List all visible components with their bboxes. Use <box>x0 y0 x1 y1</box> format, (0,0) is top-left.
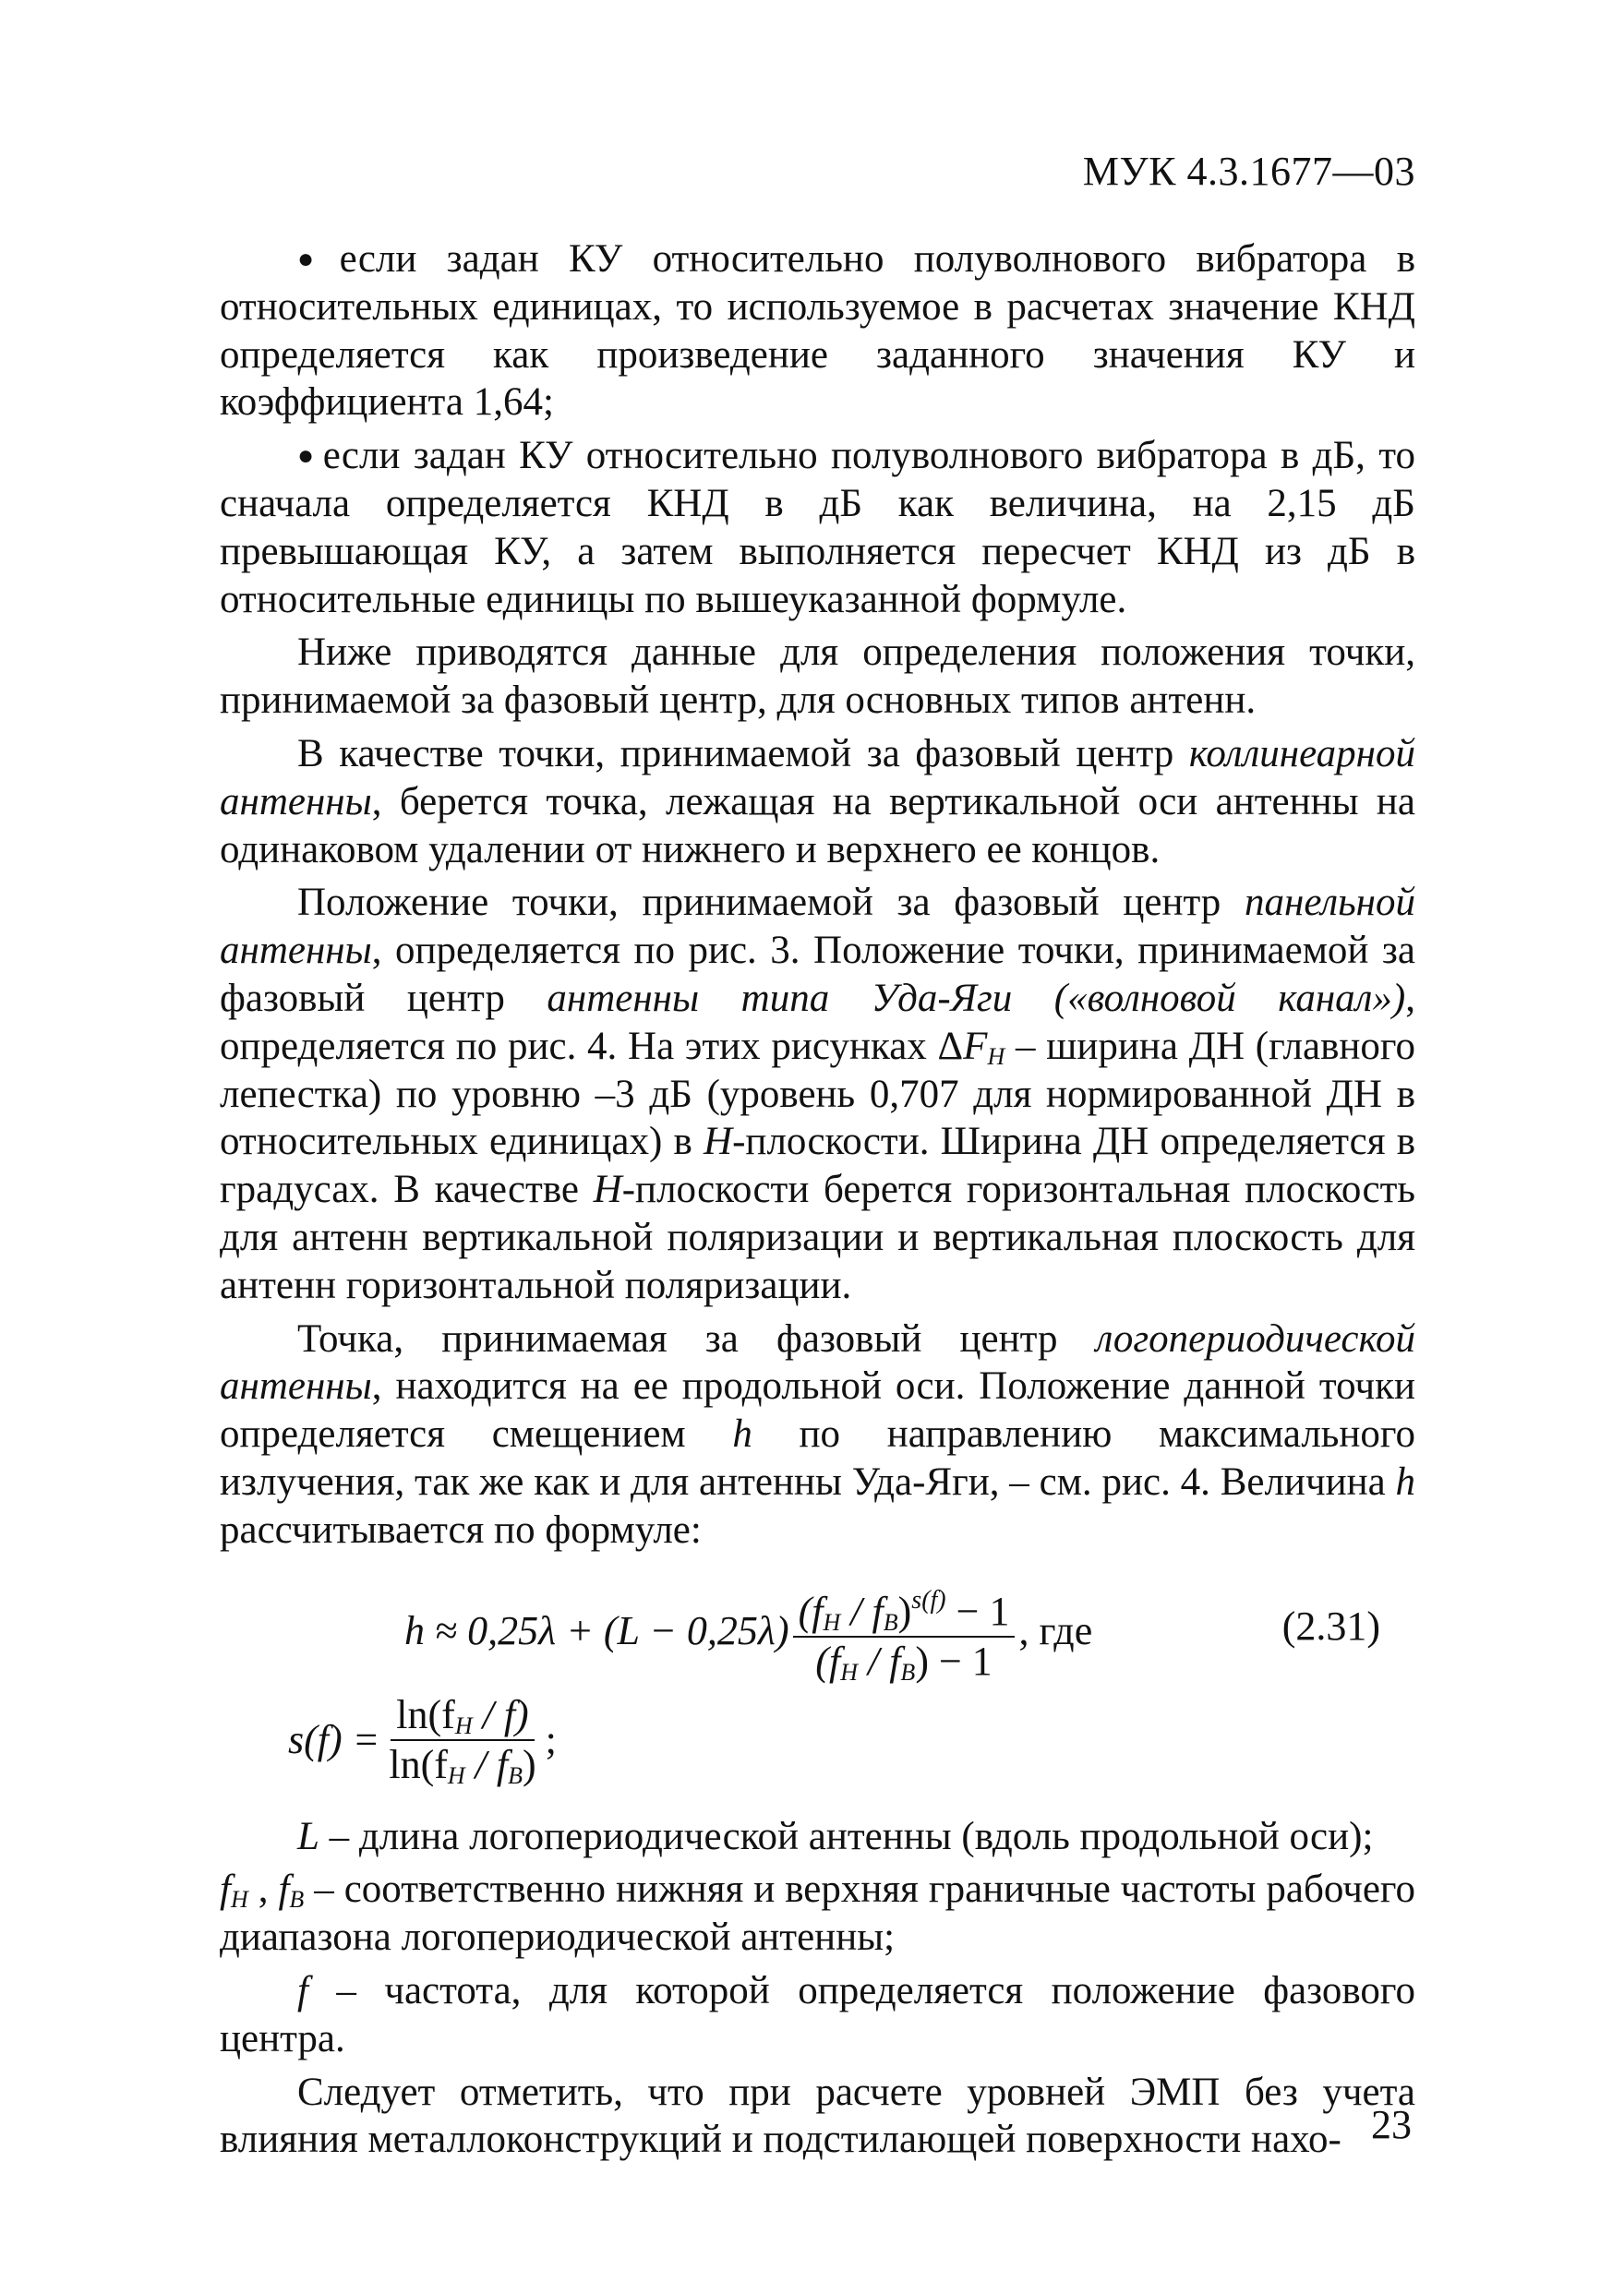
page-number: 23 <box>1371 2102 1412 2147</box>
formula-fraction: $\frac{(f_H / f_B)^{s(f)} - 1}{(f_H / f_B) - 1}$ <box>793 1577 1016 1686</box>
bullet-icon: ● <box>297 440 318 472</box>
definition-f: f – частота, для которой определяется положение фазового центра. <box>220 1968 1415 2060</box>
formula-s-expression: s(f) = $\frac{\ln(f_H / f)}{\ln(f_H / f_B)}$ ; <box>288 1691 557 1789</box>
bullet-paragraph-2: ● если задан КУ относительно полуволнового вибратора в дБ, то сначала определяется КНД в дБ как величина, на 2,15 дБ превышающая КУ, а затем выполняется пересчет КНД из дБ в относительные единицы по вышеуказанной формуле. <box>220 434 1415 621</box>
paragraph-intro: Ниже приводятся данные для определения положения точки, принимаемой за фазовый центр, для основных типов антенн. <box>220 631 1415 723</box>
bullet-icon: ● <box>297 244 334 274</box>
bullet-paragraph-1: ● если задан КУ относительно полуволнового вибратора в относительных единицах, то используемое в расчетах значение КНД определяется как произведение заданного значения КУ и коэффициента 1,64; <box>220 237 1415 425</box>
paragraph-note: Следует отметить, что при расчете уровней ЭМП без учета влияния металлоконструкций и подстилающей поверхности нахо- <box>220 2070 1415 2162</box>
formula-number: (2.31) <box>1281 1603 1380 1649</box>
formula-expression: h ≈ 0,25λ + (L − 0,25λ) $\frac{(f_H / f_B)^{s(f)} - 1}{(f_H / f_B) - 1}$ , где <box>404 1577 1092 1686</box>
document-code-header: МУК 4.3.1677—03 <box>1082 149 1415 194</box>
paragraph-logperiodic: Точка, принимаемая за фазовый центр логопериодической антенны, находится на ее продольной оси. Положение данной точки определяется смещением h по направлению максимального излучения, так же как и для антенны Уда-Яги, – см. рис. 4. Величина h рассчитывается по формуле: <box>220 1316 1415 1552</box>
paragraph-collinear: В качестве точки, принимаемой за фазовый центр коллинеарной антенны, берется точка, лежащая на вертикальной оси антенны на одинаковом удалении от нижнего и верхнего ее концов. <box>220 731 1415 871</box>
paragraph-panel-yagi: Положение точки, принимаемой за фазовый центр панельной антенны, определяется по рис. 3. Положение точки, принимаемой за фазовый центр антенны типа Уда-Яги («волновой канал»), определяется по рис. 4. На этих рисунках $\Delta F_H$ – ширина ДН (главного лепестка) по уровню –3 дБ (уровень 0,707 для нормированной ДН в относительных единицах) в H-плоскости. Ширина ДН определяется в градусах. В качестве H-плоскости берется горизонтальная плоскость для антенн вертикальной поляризации и вертикальная плоскость для антенн горизонтальной поляризации. <box>220 881 1416 1307</box>
formula-s-of-f <box>220 1691 1415 1802</box>
definition-L: L – длина логопериодической антенны (вдоль продольной оси); <box>297 1814 1374 1858</box>
definition-fH-fB: $f_H$ , $f_B$ – соответственно нижняя и верхняя граничные частоты рабочего диапазона логопериодической антенны; <box>220 1868 1415 1960</box>
document-body <box>220 235 1415 2169</box>
formula-2-31 <box>220 1567 1415 1687</box>
